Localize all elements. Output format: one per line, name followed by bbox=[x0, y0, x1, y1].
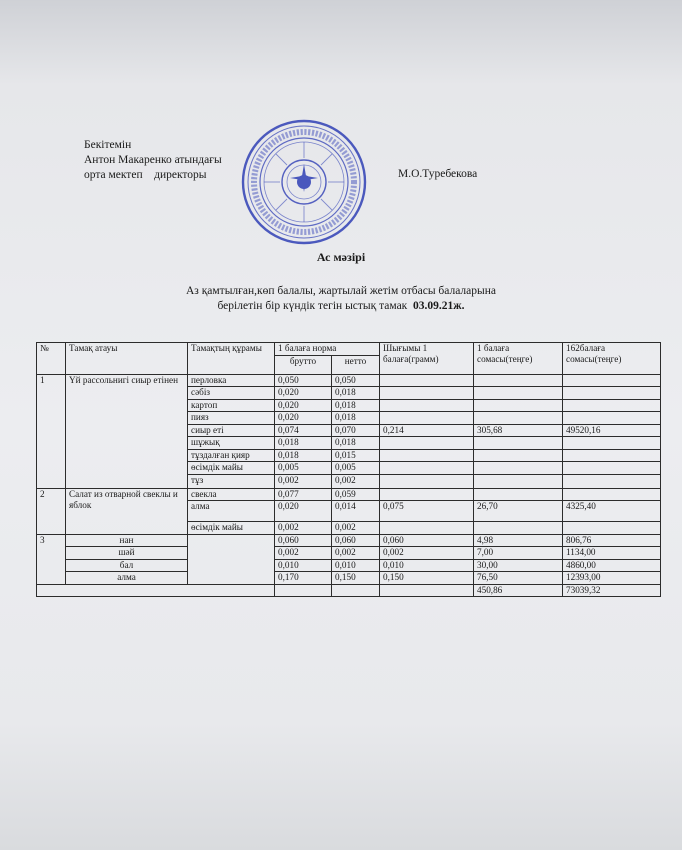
netto: 0,018 bbox=[332, 437, 380, 450]
cost-1: 26,70 bbox=[474, 501, 563, 522]
consumption: 0,214 bbox=[380, 424, 474, 437]
ingredient: алма bbox=[188, 501, 275, 522]
ingredient: картоп bbox=[188, 399, 275, 412]
table-row bbox=[37, 534, 661, 547]
subtitle-line-2-text: берілетін бір күндік тегін ыстық тамак bbox=[217, 300, 408, 312]
group-dish: Салат из отварной свеклы и яблок bbox=[66, 488, 188, 534]
netto: 0,150 bbox=[332, 572, 380, 585]
table-row bbox=[37, 374, 661, 387]
brutto: 0,077 bbox=[275, 488, 332, 501]
netto: 0,059 bbox=[332, 488, 380, 501]
document-title: Ас мәзірі bbox=[316, 250, 366, 264]
group-num: 3 bbox=[37, 534, 66, 584]
ingredient: өсімдік майы bbox=[188, 522, 275, 535]
dish: шәй bbox=[66, 547, 188, 560]
netto: 0,015 bbox=[332, 449, 380, 462]
group-num: 1 bbox=[37, 374, 66, 488]
cost-1: 305,68 bbox=[474, 424, 563, 437]
netto: 0,018 bbox=[332, 387, 380, 400]
ingredient: тұз bbox=[188, 474, 275, 488]
netto: 0,070 bbox=[332, 424, 380, 437]
netto: 0,018 bbox=[332, 412, 380, 425]
ingredient: пияз bbox=[188, 412, 275, 425]
consumption: 0,010 bbox=[380, 559, 474, 572]
approval-line-3: орта мектеп директоры bbox=[84, 169, 207, 181]
brutto: 0,010 bbox=[275, 559, 332, 572]
consumption: 0,002 bbox=[380, 547, 474, 560]
school-seal-stamp bbox=[240, 118, 368, 246]
brutto: 0,005 bbox=[275, 462, 332, 475]
ingredient: өсімдік майы bbox=[188, 462, 275, 475]
group-dish: Үй рассольнигі сиыр етінен bbox=[66, 374, 188, 488]
ingredient: шұжық bbox=[188, 437, 275, 450]
brutto: 0,002 bbox=[275, 474, 332, 488]
table-row bbox=[37, 572, 661, 585]
netto: 0,018 bbox=[332, 399, 380, 412]
total-cost-162: 73039,32 bbox=[563, 584, 661, 597]
ingredient: сиыр еті bbox=[188, 424, 275, 437]
header-norm: 1 балаға норма bbox=[275, 343, 380, 356]
header-consumption: Шығымы 1 балаға(грамм) bbox=[380, 343, 474, 375]
cost-162: 12393,00 bbox=[563, 572, 661, 585]
table-row bbox=[37, 559, 661, 572]
brutto: 0,002 bbox=[275, 522, 332, 535]
cost-162: 49520,16 bbox=[563, 424, 661, 437]
netto: 0,002 bbox=[332, 522, 380, 535]
netto: 0,050 bbox=[332, 374, 380, 387]
director-name: М.О.Туребекова bbox=[398, 168, 478, 180]
brutto: 0,170 bbox=[275, 572, 332, 585]
brutto: 0,018 bbox=[275, 437, 332, 450]
header-cost-1: 1 балаға сомасы(теңге) bbox=[474, 343, 563, 375]
ingredient: свекла bbox=[188, 488, 275, 501]
consumption: 0,060 bbox=[380, 534, 474, 547]
dish: алма bbox=[66, 572, 188, 585]
netto: 0,060 bbox=[332, 534, 380, 547]
brutto: 0,002 bbox=[275, 547, 332, 560]
subtitle-line-2 bbox=[0, 299, 682, 314]
brutto: 0,020 bbox=[275, 412, 332, 425]
header-cost-162: 162балаға сомасы(теңге) bbox=[563, 343, 661, 375]
dish: бал bbox=[66, 559, 188, 572]
cost-1: 76,50 bbox=[474, 572, 563, 585]
header-composition: Тамақтың құрамы bbox=[188, 343, 275, 375]
cost-162: 4860,00 bbox=[563, 559, 661, 572]
document-subtitle bbox=[0, 284, 682, 314]
menu-table bbox=[36, 342, 661, 597]
brutto: 0,020 bbox=[275, 501, 332, 522]
header-num: № bbox=[37, 343, 66, 375]
header-brutto: брутто bbox=[275, 355, 332, 374]
consumption: 0,075 bbox=[380, 501, 474, 522]
dish: нан bbox=[66, 534, 188, 547]
netto: 0,005 bbox=[332, 462, 380, 475]
brutto: 0,050 bbox=[275, 374, 332, 387]
netto: 0,002 bbox=[332, 547, 380, 560]
netto: 0,002 bbox=[332, 474, 380, 488]
menu-date: 03.09.21ж. bbox=[413, 300, 465, 312]
ingredient: перловка bbox=[188, 374, 275, 387]
cost-1: 30,00 bbox=[474, 559, 563, 572]
header-dish: Тамақ атауы bbox=[66, 343, 188, 375]
total-row bbox=[37, 584, 661, 597]
ingredient: тұздалған қияр bbox=[188, 449, 275, 462]
cost-162: 4325,40 bbox=[563, 501, 661, 522]
cost-1: 7,00 bbox=[474, 547, 563, 560]
brutto: 0,020 bbox=[275, 399, 332, 412]
approval-line-1: Бекітемін bbox=[84, 139, 132, 151]
brutto: 0,018 bbox=[275, 449, 332, 462]
table-row bbox=[37, 547, 661, 560]
netto: 0,014 bbox=[332, 501, 380, 522]
cost-162: 1134,00 bbox=[563, 547, 661, 560]
approval-block bbox=[84, 138, 222, 183]
table-row bbox=[37, 488, 661, 501]
brutto: 0,074 bbox=[275, 424, 332, 437]
brutto: 0,060 bbox=[275, 534, 332, 547]
group-num: 2 bbox=[37, 488, 66, 534]
ingredient: сәбіз bbox=[188, 387, 275, 400]
brutto: 0,020 bbox=[275, 387, 332, 400]
total-cost-1: 450,86 bbox=[474, 584, 563, 597]
netto: 0,010 bbox=[332, 559, 380, 572]
header-netto: нетто bbox=[332, 355, 380, 374]
subtitle-line-1: Аз қамтылған,көп балалы, жартылай жетім отбасы балаларына bbox=[185, 285, 497, 297]
cost-162: 806,76 bbox=[563, 534, 661, 547]
cost-1: 4,98 bbox=[474, 534, 563, 547]
approval-line-2: Антон Макаренко атындағы bbox=[84, 154, 222, 166]
consumption: 0,150 bbox=[380, 572, 474, 585]
table-header-row bbox=[37, 343, 661, 356]
